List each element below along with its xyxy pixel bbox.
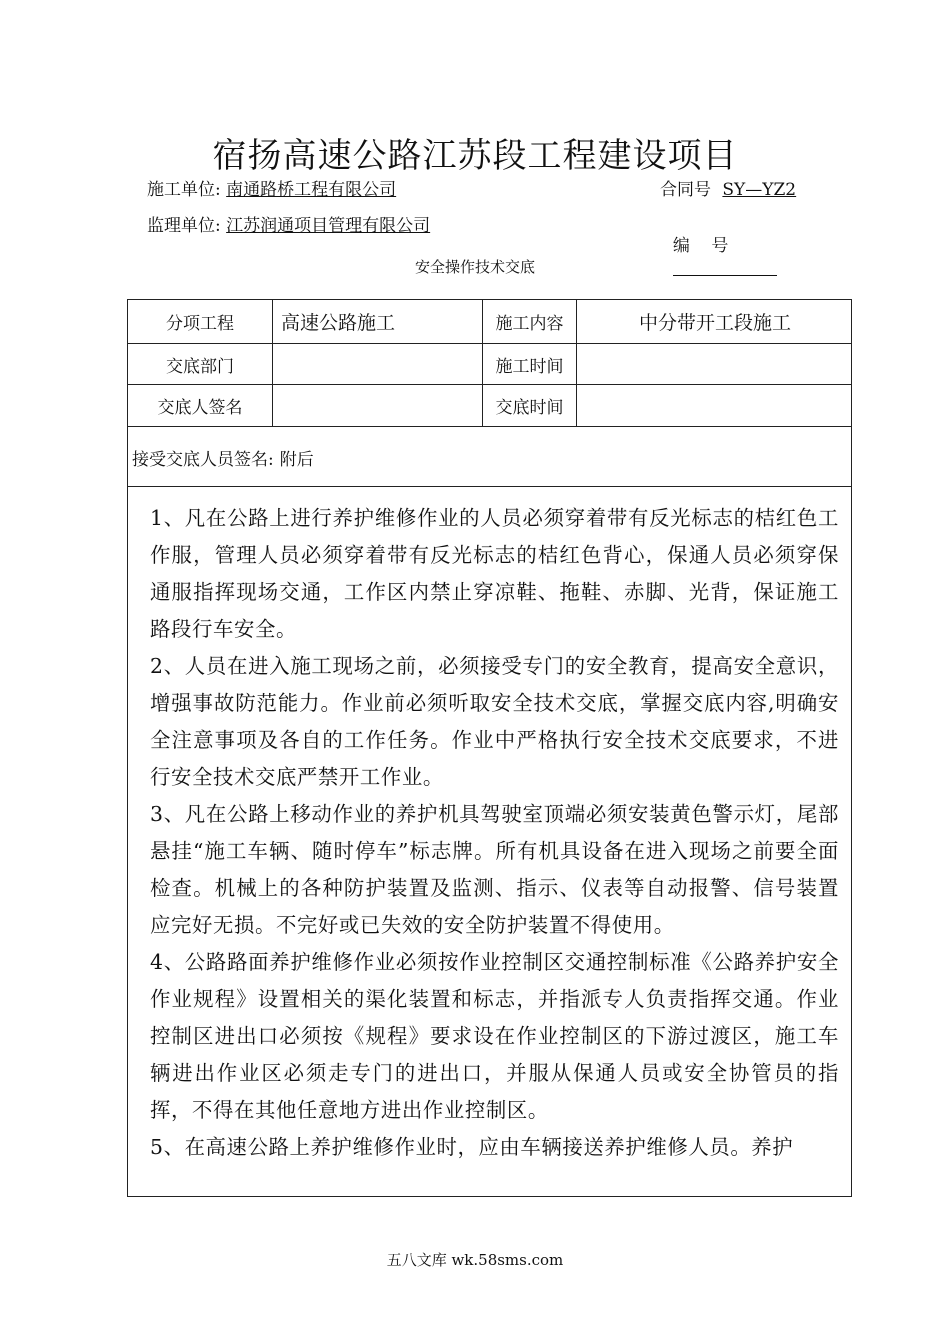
supervision-unit-row (147, 211, 430, 236)
work-time-value[interactable] (577, 344, 853, 384)
briefing-sheet (127, 299, 852, 1197)
presenter-label: 交底人签名 (157, 398, 243, 418)
work-time-label: 施工时间 (495, 356, 564, 377)
department-label: 交底部门 (166, 356, 234, 377)
paragraph: 1、凡在公路上进行养护维修作业的人员必须穿着带有反光标志的桔红色工作服，管理人员必须穿着带有反光标志的桔红色背心，保通人员必须穿保通服指挥现场交通，工作区内禁止穿凉鞋、拖鞋、赤脚、光背，保证施工路段行车安全。 (150, 506, 839, 641)
paragraph: 2、人员在进入施工现场之前，必须接受专门的安全教育，提高安全意识，增强事故防范能力。作业前必须听取安全技术交底，掌握交底内容,明确安全注意事项及各自的工作任务。作业中严格执行安全技术交底要求，不进行安全技术交底严禁开工作业。 (150, 654, 839, 789)
serial-no-label: 编 号 (672, 236, 729, 256)
footer-watermark: 五八文库 wk.58sms.com (386, 1251, 564, 1269)
sub-project-label: 分项工程 (166, 314, 234, 334)
recipients-label: 接受交底人员签名: (132, 449, 274, 470)
department-value[interactable] (273, 344, 482, 384)
construction-unit-row (147, 175, 396, 200)
paragraph: 5、在高速公路上养护维修作业时，应由车辆接送养护维修人员。养护 (150, 1135, 794, 1159)
contract-no-value: SY—YZ2 (722, 180, 797, 200)
briefing-time-value[interactable] (577, 385, 853, 426)
paragraph: 4、公路路面养护维修作业必须按作业控制区交通控制标准《公路养护安全作业规程》设置相关的渠化装置和标志，并指派专人负责指挥交通。作业控制区进出口必须按《规程》要求设在作业控制区的下游过渡区，施工车辆进出作业区必须走专门的进出口，并服从保通人员或安全协管员的指挥，不得在其他任意地方进出作业控制区。 (150, 950, 839, 1122)
document-subtitle: 安全操作技术交底 (414, 258, 535, 276)
supervision-unit-label: 监理单位: (147, 216, 221, 236)
construction-unit-value: 南通路桥工程有限公司 (226, 180, 397, 200)
construction-unit-label: 施工单位: (147, 180, 221, 200)
paragraph: 3、凡在公路上移动作业的养护机具驾驶室顶端必须安装黄色警示灯，尾部悬挂“施工车辆、随时停车”标志牌。所有机具设备在进入现场之前要全面检查。机械上的各种防护装置及监测、指示、仪表等自动报警、信号装置应完好无损。不完好或已失效的安全防护装置不得使用。 (150, 802, 839, 937)
contract-no-row (660, 175, 814, 200)
recipients-row (132, 428, 314, 486)
recipients-value: 附后 (279, 449, 314, 470)
content-value: 中分带开工段施工 (638, 312, 791, 334)
briefing-content (140, 500, 839, 1196)
sub-project-value: 高速公路施工 (281, 312, 396, 334)
contract-no-label: 合同号 (660, 180, 711, 200)
supervision-unit-value: 江苏润通项目管理有限公司 (226, 216, 431, 236)
presenter-signature[interactable] (273, 385, 482, 426)
document-title: 宿扬高速公路江苏段工程建设项目 (212, 136, 738, 176)
content-label: 施工内容 (495, 314, 564, 334)
briefing-time-label: 交底时间 (495, 398, 564, 418)
